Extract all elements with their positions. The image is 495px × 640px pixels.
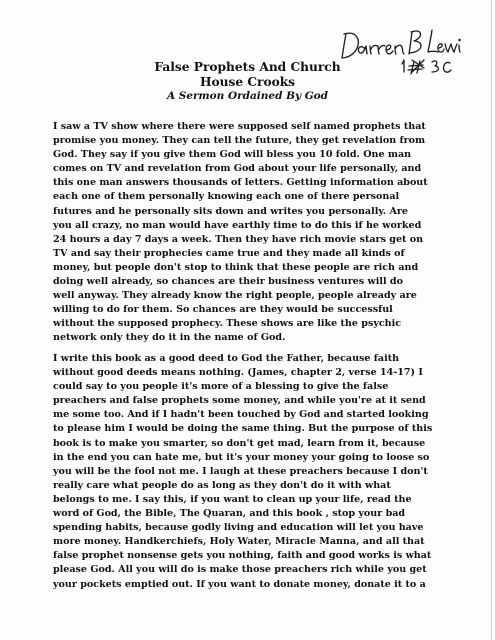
text-line: without the supposed prophecy. These shows are like the psychic bbox=[53, 318, 402, 330]
subtitle: A Sermon Ordained By God bbox=[166, 90, 329, 102]
text-line: in the end you can hate me, but it's your money your going to loose so bbox=[53, 451, 430, 463]
text-line: this one man answers thousands of letters. Getting information about bbox=[53, 177, 428, 189]
text-line: without good deeds means nothing. (James, chapter 2, verse 14-17) I bbox=[53, 367, 423, 379]
text-line: comes on TV and revelation from God about your life personally, and bbox=[53, 163, 422, 175]
paragraph-2 bbox=[53, 352, 465, 592]
text-line: me some too. And if I hadn't been touched by God and started looking bbox=[53, 409, 429, 421]
text-line: futures and he personally sits down and writes you personally. Are bbox=[53, 205, 408, 217]
text-line: word of God, the Bible, The Quaran, and this book , stop your bad bbox=[53, 508, 406, 520]
text-line: false prophet nonsense gets you nothing, faith and good works is what bbox=[53, 550, 432, 562]
text-line: I saw a TV show where there were supposed self named prophets that bbox=[53, 121, 426, 132]
text-line: I write this book as a good deed to God the Father, because faith bbox=[53, 353, 400, 364]
text-line: you will be the fool not me. I laugh at these preachers because I don't bbox=[53, 465, 428, 477]
text-line: your pockets emptied out. If you want to donate money, donate it to a bbox=[53, 578, 426, 590]
text-line: spending habits, because godly living and education will let you have bbox=[53, 522, 424, 534]
text-line: willing to do for them. So chances are they would be successful bbox=[53, 304, 393, 316]
document-header bbox=[0, 60, 495, 103]
text-line: network only they do it in the name of God. bbox=[53, 332, 286, 344]
paragraph-1 bbox=[53, 120, 465, 346]
text-line: TV and say their prophecies came true and they made all kinds of bbox=[53, 247, 405, 259]
text-line: could say to you people it's more of a blessing to give the false bbox=[53, 381, 389, 393]
text-line: belongs to me. I say this, if you want to clean up your life, read the bbox=[53, 493, 412, 505]
text-line: please God. All you will do is make those preachers rich while you get bbox=[53, 564, 427, 576]
text-line: God. They say if you give them God will bless you 10 fold. One man bbox=[53, 149, 412, 161]
text-line: promise you money. They can tell the future, they get revelation from bbox=[53, 135, 426, 147]
title-line-1: False Prophets And Church bbox=[154, 60, 341, 74]
text-line: each one of them personally knowing each one of there personal bbox=[53, 191, 400, 203]
text-line: doing well already, so chances are their business ventures will do bbox=[53, 276, 403, 288]
text-line: more money. Handkerchiefs, Holy Water, Miracle Manna, and all that bbox=[53, 536, 425, 548]
text-line: really care what people do as long as they don't do it with what bbox=[53, 479, 391, 491]
text-line: well anyway. They already know the right people, people already are bbox=[53, 290, 417, 302]
text-line: money, but people don't stop to think that these people are rich and bbox=[53, 261, 419, 273]
text-line: 24 hours a day 7 days a week. Then they have rich movie stars get on bbox=[53, 233, 424, 245]
text-line: you all crazy, no man would have earthly time to do this if he worked bbox=[53, 219, 422, 231]
title-line-2: House Crooks bbox=[199, 74, 296, 89]
text-line: book is to make you smarter, so don't get mad, learn from it, because bbox=[53, 437, 426, 449]
text-line: preachers and false prophets some money, and while you're at it send bbox=[53, 395, 426, 407]
text-line: to please him I would be doing the same thing. But the purpose of this bbox=[53, 423, 433, 435]
